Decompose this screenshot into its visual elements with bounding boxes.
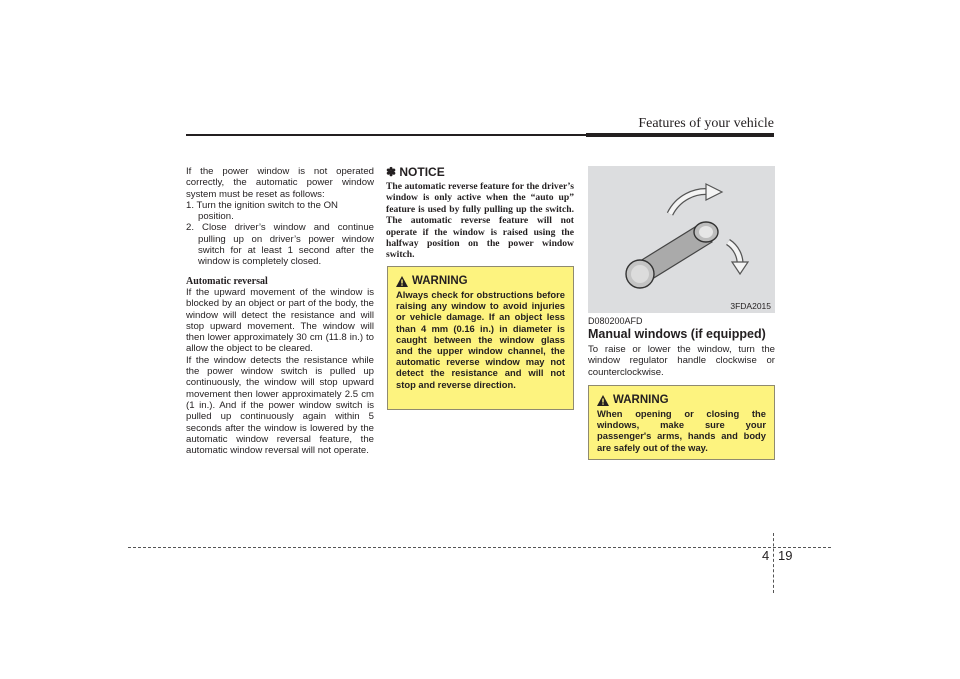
warning-triangle-icon [396, 276, 408, 287]
page-number: 19 [778, 548, 793, 563]
warning-title: WARNING [613, 394, 669, 406]
middle-column [386, 166, 574, 261]
intro-text: If the power window is not operated correctly, the automatic power window system must be reset as follows: [186, 166, 374, 200]
notice-title: ✽ NOTICE [386, 165, 445, 179]
figure-label: 3FDA2015 [730, 301, 771, 311]
warning-box-obstructions [387, 266, 574, 410]
footer-dashed-rule [128, 547, 831, 548]
notice-body: The automatic reverse feature for the driver’s window is only active when the “auto up” feature is used by fully pulling up the switch. The automatic reverse feature will not operate if the window is raised using the halfway position on the power window switch. [386, 181, 574, 261]
warning-body: When opening or closing the windows, make sure your passenger's arms, hands and body are safely out of the way. [597, 408, 766, 453]
window-regulator-handle-illustration [588, 166, 775, 313]
warning-title: WARNING [412, 275, 468, 287]
section-title: Manual windows (if equipped) [588, 327, 766, 341]
warning-triangle-icon [597, 395, 609, 406]
warning-box-passengers [588, 385, 775, 460]
chapter-number: 4 [762, 548, 770, 563]
subheading-automatic-reversal: Automatic reversal [186, 275, 268, 287]
reversal-paragraph-1: If the upward movement of the window is blocked by an object or part of the body, the window will detect the resistance and will stop upward movement. The window will then lower approximately 30 cm (11.8 in.) to allow the object to be cleared. [186, 286, 374, 355]
left-column [186, 166, 374, 456]
section-body: To raise or lower the window, turn the window regulator handle clockwise or counterclockwise. [588, 344, 775, 378]
step-2: 2. Close driver’s window and continue pulling up on driver’s power window switch for at least 1 second after the window is completely closed. [186, 222, 374, 268]
header-title: Features of your vehicle [638, 116, 774, 131]
section-code: D080200AFD [588, 316, 643, 326]
warning-header [396, 275, 565, 287]
footer-dashed-divider [773, 533, 774, 593]
header-rule-accent [586, 133, 774, 137]
reversal-paragraph-2: If the window detects the resistance while the power window switch is pulled up continuously, the window will stop upward movement then lower approximately 2.5 cm (1 in.). And if the power window switch is pulled up continuously again within 5 seconds after the window is lowered by the automatic window reversal feature, the automatic window reversal will not operate. [186, 354, 374, 457]
warning-body: Always check for obstructions before raising any window to avoid injuries or vehicle damage. If an object less than 4 mm (0.16 in.) in diameter is caught between the window glass and the upper window channel, the automatic reverse window may not detect the resistance and will not stop and reverse direction. [396, 289, 565, 390]
window-handle-figure [588, 166, 775, 313]
step-1: 1. Turn the ignition switch to the ON position. [186, 199, 338, 223]
header-rule [186, 134, 586, 136]
warning-header [597, 394, 766, 406]
